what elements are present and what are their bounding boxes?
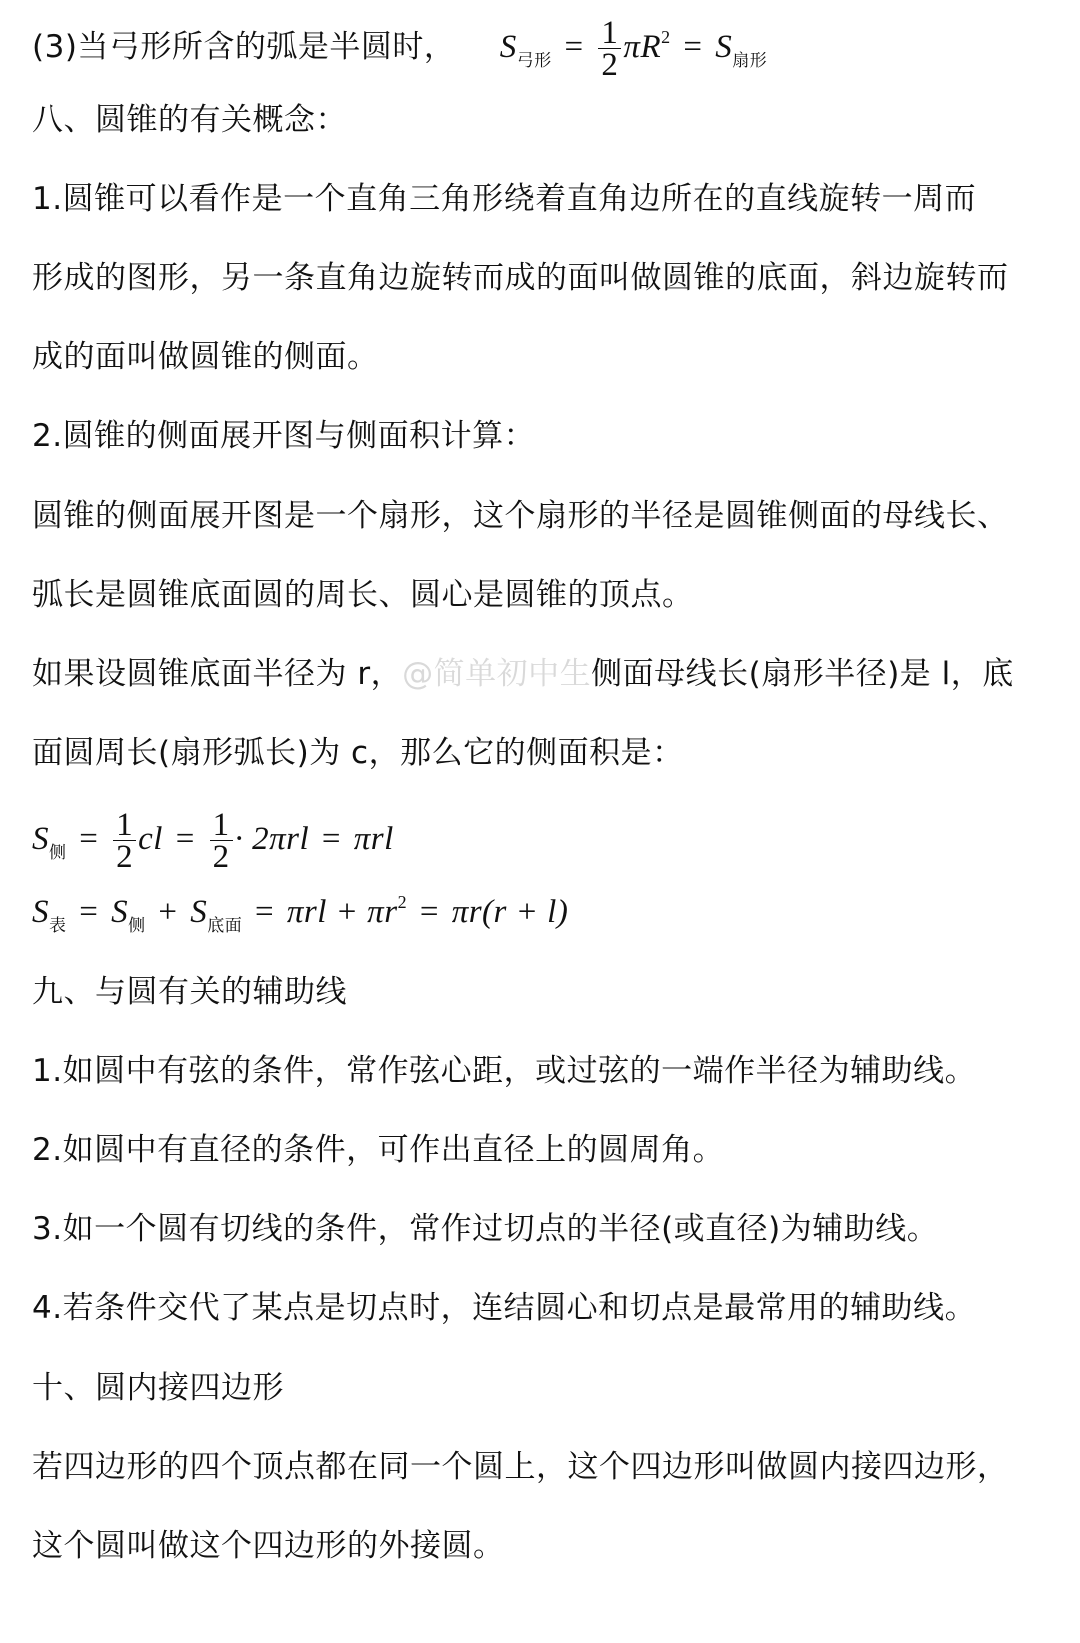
formula-operator: =: [321, 821, 341, 858]
aux-line-item: 1.如圆中有弦的条件，常作弦心距，或过弦的一端作半径为辅助线。: [32, 1053, 977, 1089]
fraction: [598, 15, 621, 83]
lateral-area-title: 2.圆锥的侧面展开图与侧面积计算：: [32, 418, 536, 454]
formula-term: πrl + πr: [286, 894, 398, 930]
watermark: @简单初中生: [402, 656, 592, 692]
fraction-denominator: 2: [212, 839, 230, 875]
formula-subscript: 底面: [207, 916, 243, 936]
unfolding-line1: 圆锥的侧面展开图是一个扇形，这个扇形的半径是圆锥侧面的母线长、: [32, 498, 1009, 534]
formula-symbol: S: [190, 894, 208, 930]
formula-symbol: S: [715, 29, 733, 66]
fraction-numerator: 1: [598, 18, 621, 49]
formula-operator: =: [255, 894, 275, 930]
formula-operator: =: [79, 894, 99, 930]
cone-definition-line2: 形成的图形，另一条直角边旋转而成的面叫做圆锥的底面，斜边旋转而: [32, 260, 1009, 296]
arc-semicircle-line: [32, 15, 1060, 83]
formula-subscript: 侧: [49, 843, 67, 864]
formula-term: cl: [138, 821, 163, 858]
formula-operator: =: [564, 29, 584, 66]
aux-line-item: 4.若条件交代了某点是切点时，连结圆心和切点是最常用的辅助线。: [32, 1290, 977, 1326]
cone-definition-line1: 1.圆锥可以看作是一个直角三角形绕着直角边所在的直线旋转一周而: [32, 181, 977, 217]
formula-subscript: 侧: [128, 916, 146, 936]
cone-definition-line3: 成的面叫做圆锥的侧面。: [32, 339, 379, 375]
formula-symbol: S: [32, 821, 49, 858]
variables-text-b: 侧面母线长(扇形半径)是 l，底: [591, 656, 1014, 692]
fraction-denominator: 2: [116, 839, 134, 875]
formula-term: πr(r + l): [451, 894, 569, 930]
surface-area-formula: [32, 892, 1060, 937]
fraction-denominator: 2: [601, 47, 619, 83]
formula-subscript: 表: [49, 916, 67, 936]
formula-symbol: S: [32, 894, 49, 930]
inscribed-quad-line1: 若四边形的四个顶点都在同一个圆上，这个四边形叫做圆内接四边形，: [32, 1449, 1009, 1485]
segment-area-formula: [499, 15, 768, 83]
variables-text-a: 如果设圆锥底面半径为 r，: [32, 656, 403, 692]
formula-subscript: 弓形: [516, 51, 552, 72]
variables-line2: 面圆周长(扇形弧长)为 c，那么它的侧面积是：: [32, 735, 684, 771]
aux-line-item: 2.如圆中有直径的条件，可作出直径上的圆周角。: [32, 1132, 725, 1168]
section10-heading: 十、圆内接四边形: [32, 1370, 284, 1406]
fraction: [210, 807, 233, 875]
inscribed-quad-line2: 这个圆叫做这个四边形的外接圆。: [32, 1528, 505, 1564]
formula-symbol: S: [499, 29, 517, 66]
section8-heading: 八、圆锥的有关概念：: [32, 102, 347, 138]
formula-operator: =: [175, 821, 195, 858]
variables-line1: [32, 654, 1060, 694]
formula-operator: =: [419, 894, 439, 930]
formula-term: πR: [623, 29, 662, 66]
formula-symbol: S: [111, 894, 129, 930]
aux-line-item: 3.如一个圆有切线的条件，常作过切点的半径(或直径)为辅助线。: [32, 1211, 939, 1247]
formula-operator: +: [158, 894, 178, 930]
item3-prefix: (3)当弓形所含的弧是半圆时，: [32, 29, 456, 66]
formula-term: · 2πrl: [234, 821, 310, 858]
section9-heading: 九、与圆有关的辅助线: [32, 974, 347, 1010]
unfolding-line2: 弧长是圆锥底面圆的周长、圆心是圆锥的顶点。: [32, 577, 694, 613]
fraction-numerator: 1: [210, 810, 233, 841]
fraction: [113, 807, 136, 875]
fraction-numerator: 1: [113, 810, 136, 841]
formula-operator: =: [79, 821, 99, 858]
lateral-area-formula: [32, 807, 1060, 875]
formula-term: πrl: [353, 821, 394, 858]
formula-subscript: 扇形: [732, 51, 768, 72]
formula-superscript: 2: [397, 892, 408, 912]
formula-operator: =: [683, 29, 703, 66]
formula-superscript: 2: [661, 27, 671, 48]
